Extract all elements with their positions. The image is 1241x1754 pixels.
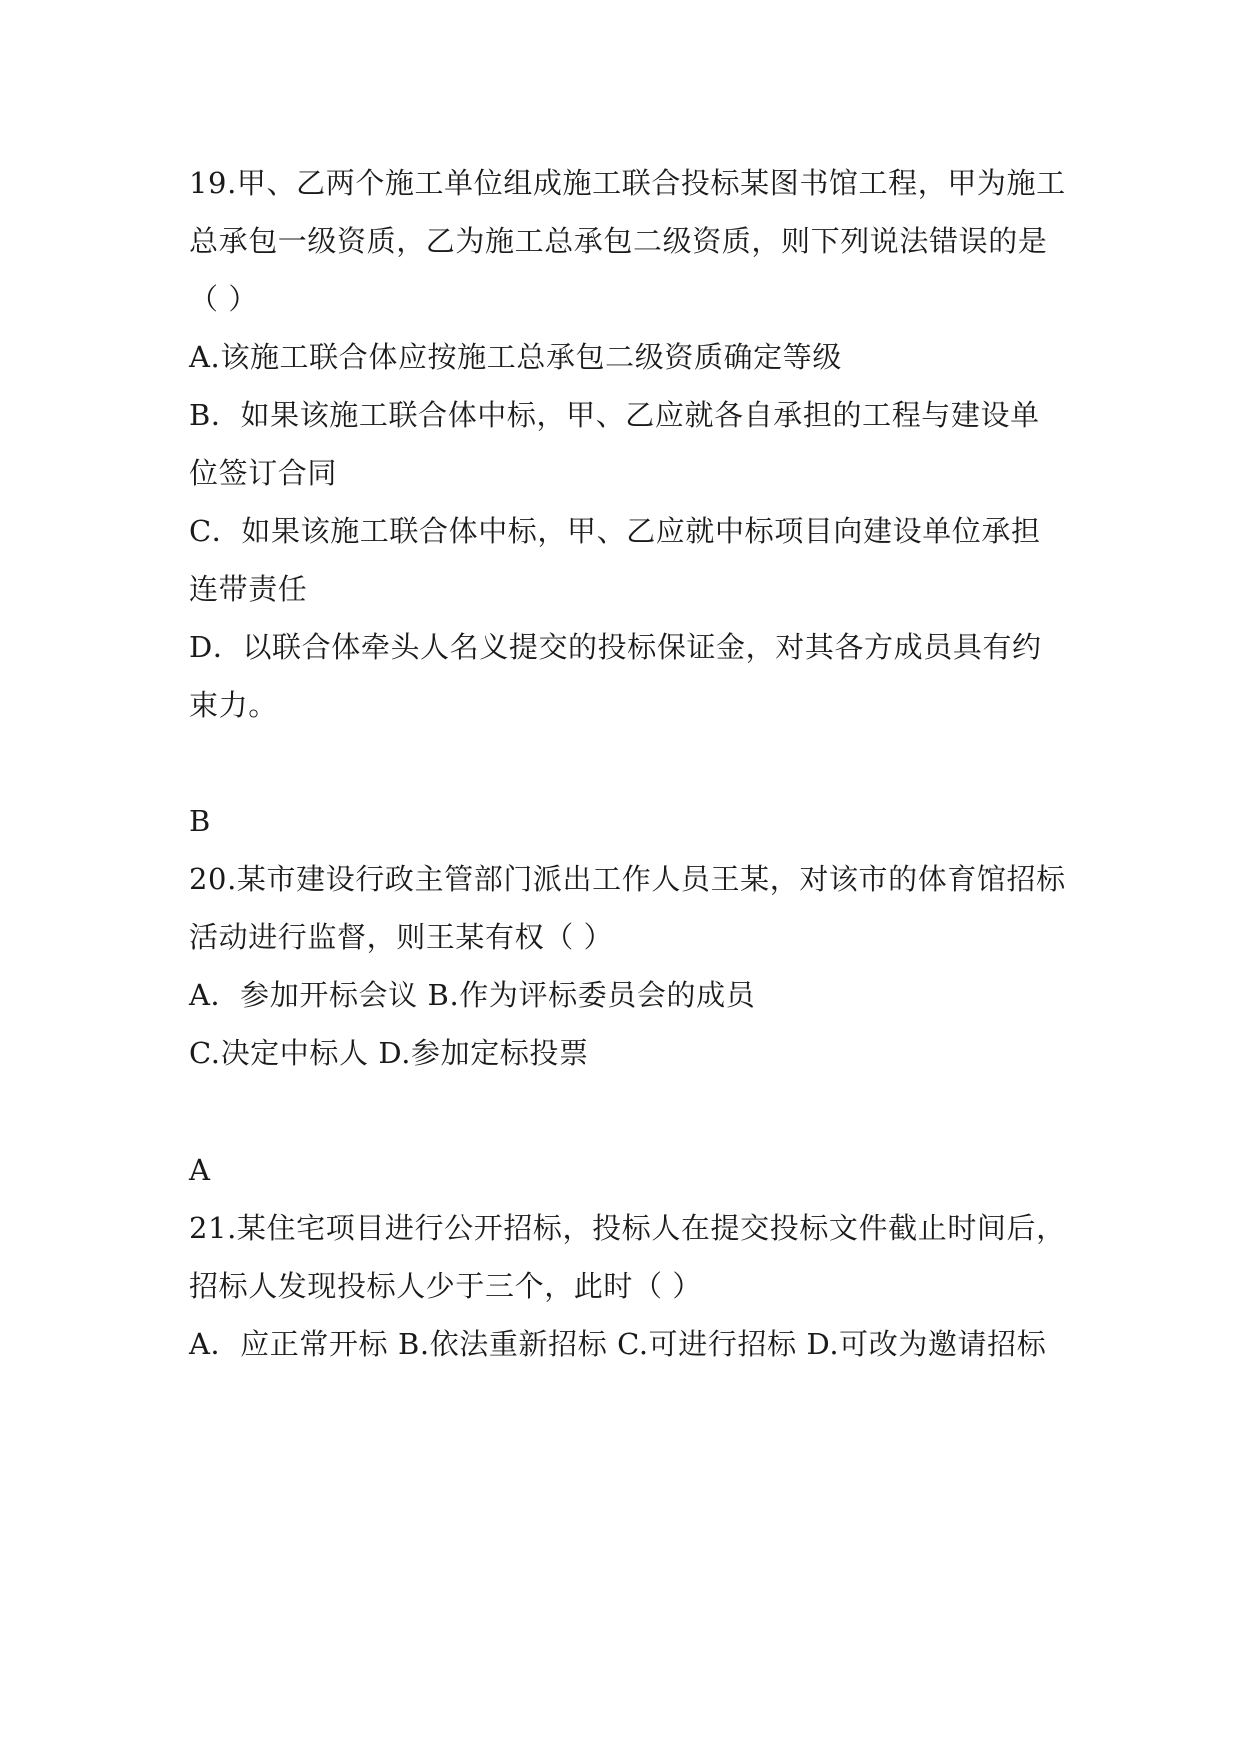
answer: A [189,1153,211,1187]
question-stem-line: 21.某住宅项目进行公开招标，投标人在提交投标文件截止时间后， [189,1211,1066,1245]
question-stem-line: （ ） [189,282,259,316]
options-line: C.决定中标人 D.参加定标投票 [189,1036,589,1070]
option-d-continued: 束力。 [189,688,278,722]
question-stem-line: 招标人发现投标人少于三个，此时（ ） [189,1269,703,1303]
option-d: D．以联合体牵头人名义提交的投标保证金，对其各方成员具有约 [189,630,1042,664]
question-stem-line: 活动进行监督，则王某有权（ ） [189,920,614,954]
option-c: C．如果该施工联合体中标，甲、乙应就中标项目向建设单位承担 [189,514,1041,548]
question-stem-line: 19.甲、乙两个施工单位组成施工联合投标某图书馆工程，甲为施工 [189,166,1066,200]
options-line: A．参加开标会议 B.作为评标委员会的成员 [189,978,756,1012]
option-a: A.该施工联合体应按施工总承包二级资质确定等级 [189,340,842,374]
option-c-continued: 连带责任 [189,572,308,606]
option-b: B．如果该施工联合体中标，甲、乙应就各自承担的工程与建设单 [189,398,1040,432]
answer: B [189,804,211,838]
question-stem-line: 20.某市建设行政主管部门派出工作人员王某，对该市的体育馆招标 [189,862,1066,896]
option-b-continued: 位签订合同 [189,456,338,490]
options-line: A．应正常开标 B.依法重新招标 C.可进行招标 D.可改为邀请招标 [189,1327,1047,1361]
question-stem-line: 总承包一级资质，乙为施工总承包二级资质，则下列说法错误的是 [189,224,1048,258]
